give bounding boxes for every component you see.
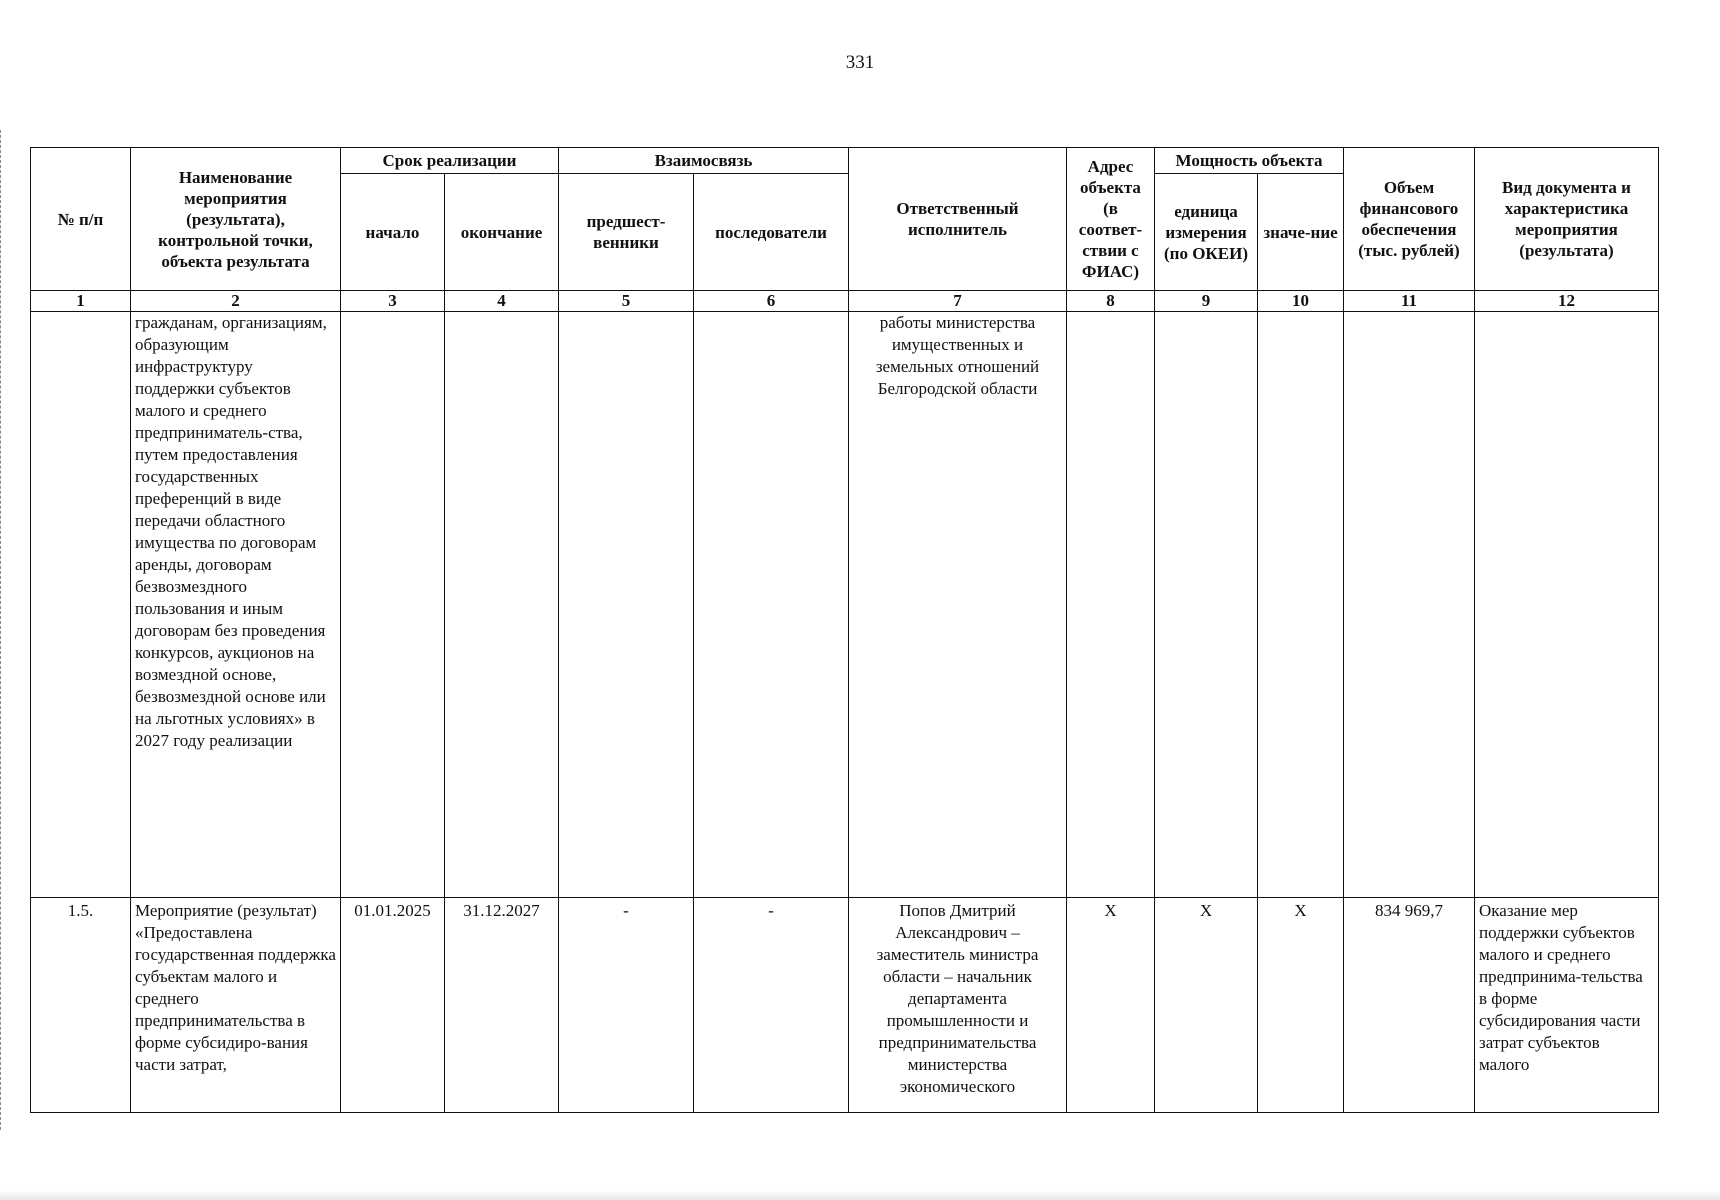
- column-number: 10: [1258, 291, 1344, 312]
- cell-start: 01.01.2025: [341, 898, 445, 1113]
- cell-successors: [694, 312, 849, 898]
- column-number: 6: [694, 291, 849, 312]
- header-successors: последователи: [694, 174, 849, 291]
- cell-name: гражданам, организациям, образующим инфраструктуру поддержки субъектов малого и среднего предприниматель-ства, путем предоставления государственных преференций в виде передачи областного имущества по договорам аренды, договорам безвозмездного пользования и иным договорам без проведения конкурсов, аукционов на возмездной основе, безвозмездной основе или на льготных условиях» в 2027 году реализации: [131, 312, 341, 898]
- cell-end: 31.12.2027: [445, 898, 559, 1113]
- column-number: 9: [1155, 291, 1258, 312]
- header-doc-type: Вид документа и характеристика мероприятия (результата): [1475, 148, 1659, 291]
- page-number: 331: [845, 52, 875, 73]
- header-term: Срок реализации: [341, 148, 559, 174]
- cell-unit: Х: [1155, 898, 1258, 1113]
- header-finance: Объем финансового обеспечения (тыс. рублей): [1344, 148, 1475, 291]
- cell-value: [1258, 312, 1344, 898]
- cell-name: Мероприятие (результат) «Предоставлена государственная поддержка субъектам малого и среднего предпринимательства в форме субсидиро-вания части затрат,: [131, 898, 341, 1113]
- column-number: 11: [1344, 291, 1475, 312]
- scan-edge-mark: [0, 130, 4, 1130]
- cell-no: 1.5.: [31, 898, 131, 1113]
- table-header: [31, 148, 1659, 312]
- cell-start: [341, 312, 445, 898]
- header-executor: Ответственный исполнитель: [849, 148, 1067, 291]
- column-number: 4: [445, 291, 559, 312]
- header-no: № п/п: [31, 148, 131, 291]
- cell-successors: -: [694, 898, 849, 1113]
- cell-doc-type: Оказание мер поддержки субъектов малого и среднего предпринима-тельства в форме субсидирования части затрат субъектов малого: [1475, 898, 1659, 1113]
- header-value: значе-ние: [1258, 174, 1344, 291]
- cell-predecessors: [559, 312, 694, 898]
- header-end: окончание: [445, 174, 559, 291]
- cell-no: [31, 312, 131, 898]
- table-row: [31, 898, 1659, 1113]
- cell-doc-type: [1475, 312, 1659, 898]
- column-number: 5: [559, 291, 694, 312]
- cell-finance: [1344, 312, 1475, 898]
- header-name: Наименование мероприятия (результата), контрольной точки, объекта результата: [131, 148, 341, 291]
- cell-executor: Попов Дмитрий Александрович – заместитель министра области – начальник департамента промышленности и предпринимательства министерства экономического: [849, 898, 1067, 1113]
- header-start: начало: [341, 174, 445, 291]
- cell-address: [1067, 312, 1155, 898]
- cell-unit: [1155, 312, 1258, 898]
- cell-value: Х: [1258, 898, 1344, 1113]
- column-number: 7: [849, 291, 1067, 312]
- header-capacity: Мощность объекта: [1155, 148, 1344, 174]
- column-number: 1: [31, 291, 131, 312]
- header-address: Адрес объекта (в соответ-ствии с ФИАС): [1067, 148, 1155, 291]
- cell-end: [445, 312, 559, 898]
- scan-bottom-edge: [0, 1190, 1720, 1200]
- column-number: 3: [341, 291, 445, 312]
- activities-table: [30, 147, 1659, 1113]
- cell-predecessors: -: [559, 898, 694, 1113]
- cell-address: Х: [1067, 898, 1155, 1113]
- column-number: 8: [1067, 291, 1155, 312]
- header-unit: единица измерения (по ОКЕИ): [1155, 174, 1258, 291]
- cell-finance: 834 969,7: [1344, 898, 1475, 1113]
- table-row: [31, 312, 1659, 898]
- cell-executor: работы министерства имущественных и земельных отношений Белгородской области: [849, 312, 1067, 898]
- header-relation: Взаимосвязь: [559, 148, 849, 174]
- header-predecessors: предшест-венники: [559, 174, 694, 291]
- column-number: 2: [131, 291, 341, 312]
- column-number: 12: [1475, 291, 1659, 312]
